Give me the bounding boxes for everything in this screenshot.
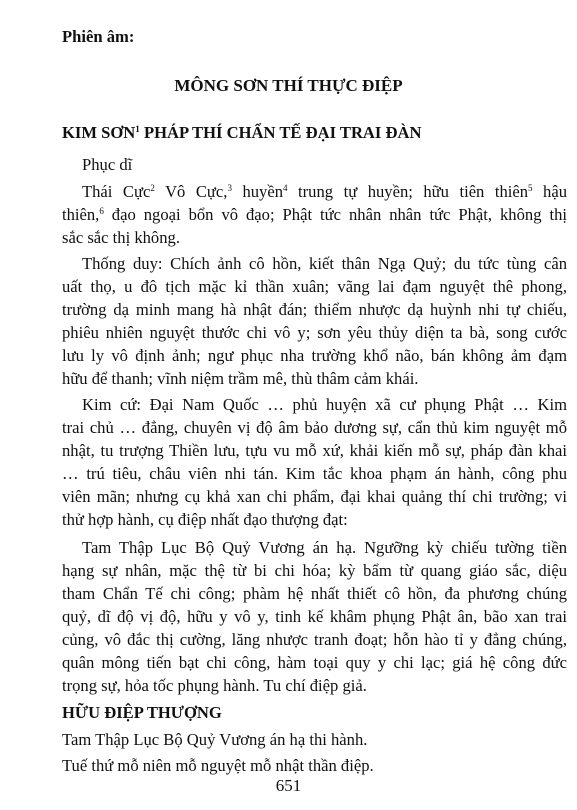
paragraph-line: nhật, tu trượng Thiền lưu, tựu vu mỗ xứ, khải kiến mỗ sự, pháp đàn khai xyxy=(62,441,567,460)
paragraph-line: lưu ly vô định ảnh; ngư phục nha trường khổ não, bán không ảm đạm xyxy=(62,346,567,365)
section-heading-huu-diep: HỮU ĐIỆP THƯỢNG xyxy=(62,703,222,722)
text-run: Thái Cực xyxy=(82,182,151,201)
paragraph-line: hạng sự nhân, mặc thệ từ bi chi hóa; kỳ bẩm từ quang giáo sắc, diệu xyxy=(62,561,567,580)
page-number: 651 xyxy=(275,776,302,795)
document-title: MÔNG SƠN THÍ THỰC ĐIỆP xyxy=(174,76,403,95)
text-run: huyền xyxy=(231,182,284,201)
footnote-ref: 4 xyxy=(283,183,288,193)
paragraph-line: tham Chẩn Tế chi công; phàm hệ nhất thiết cô hồn, đa phương chúng xyxy=(62,584,567,603)
footnote-ref: 3 xyxy=(227,183,232,193)
paragraph-line: uất thọ, u đô tịch mặc kỉ thần xuân; vãng lai đạm nguyệt thê phong, xyxy=(62,277,567,296)
heading-text: PHÁP THÍ CHẨN TẾ ĐẠI TRAI ĐÀN xyxy=(139,123,422,142)
closing-line: Tuế thứ mỗ niên mỗ nguyệt mỗ nhật thần điệp. xyxy=(62,756,374,775)
paragraph-line: quân mông tiến bạt chi công, hàm toại quy y chi lạc; giá hệ công đức xyxy=(62,653,567,672)
paragraph-line: hữu để thanh; vĩnh niệm trầm mê, thù thâm cảm khái. xyxy=(62,369,419,388)
phuc-di-line: Phục dĩ xyxy=(82,155,133,174)
footnote-ref: 1 xyxy=(135,124,140,134)
paragraph-line: trọng sự, hỏa tốc phụng hành. Tu chí điệp giả. xyxy=(62,676,367,695)
paragraph-line: Thống duy: Chích ảnh cô hồn, kiết thân Ngạ Quỷ; du tức tùng cân xyxy=(82,254,567,273)
closing-line: Tam Thập Lục Bộ Quỷ Vương án hạ thi hành. xyxy=(62,730,368,749)
paragraph-line: củng, vô đắc thị cường, lăng nhược tranh đoạt; hỗn hào tỉ y đẳng chúng, xyxy=(62,630,567,649)
paragraph-line: thử hợp hành, cụ điệp nhất đạo thượng đạt: xyxy=(62,510,348,529)
text-run: thiên, xyxy=(62,205,100,224)
heading-text: KIM SƠN xyxy=(62,123,136,142)
section-heading-kim-son xyxy=(62,123,421,143)
footnote-ref: 2 xyxy=(150,183,155,193)
paragraph-line: trai chủ … đẳng, chuyên vị độ âm bảo dương sự, cẩn thủ kim nguyệt mỗ xyxy=(62,418,567,437)
paragraph-line: phiêu nhiên nguyệt thước chi vô y; sơn yêu thủy diện ta bà, song cước xyxy=(62,323,567,342)
text-run: trung tự huyền; hữu tiên thiên xyxy=(287,182,529,201)
paragraph-line: quỷ, dĩ độ vị độ, hữu y vô y, tinh kế khâm phụng Phật ân, bão xan trai xyxy=(62,607,567,626)
footnote-ref: 6 xyxy=(99,206,104,216)
paragraph-line: Tam Thập Lục Bộ Quỷ Vương án hạ. Ngưỡng kỳ chiếu tường tiền xyxy=(82,538,567,557)
paragraph-line: sắc sắc thị không. xyxy=(62,228,180,247)
paragraph-line: trường dạ minh mang hà nhật đán; thiểm nhược dạ huỳnh nhi tự chiếu, xyxy=(62,300,567,319)
text-run: hậu xyxy=(532,182,568,201)
transcription-label: Phiên âm: xyxy=(62,27,135,46)
paragraph-line: viên mãn; nhưng cụ khả xan chi phẩm, đại khai quảng thí chi trường; vi xyxy=(62,487,567,506)
paragraph-line: Kim cứ: Đại Nam Quốc … phủ huyện xã cư phụng Phật … Kim xyxy=(82,395,567,414)
paragraph-line xyxy=(82,182,567,202)
text-run: Vô Cực, xyxy=(154,182,228,201)
paragraph-line: … trú tiêu, châu viên nhi tán. Kim tắc khoa phạm án hành, công phu xyxy=(62,464,567,483)
paragraph-line xyxy=(62,205,567,225)
footnote-ref: 5 xyxy=(528,183,533,193)
text-run: đạo ngoại bổn vô đạo; Phật tức nhân nhân tức Phật, không thị xyxy=(103,205,567,224)
